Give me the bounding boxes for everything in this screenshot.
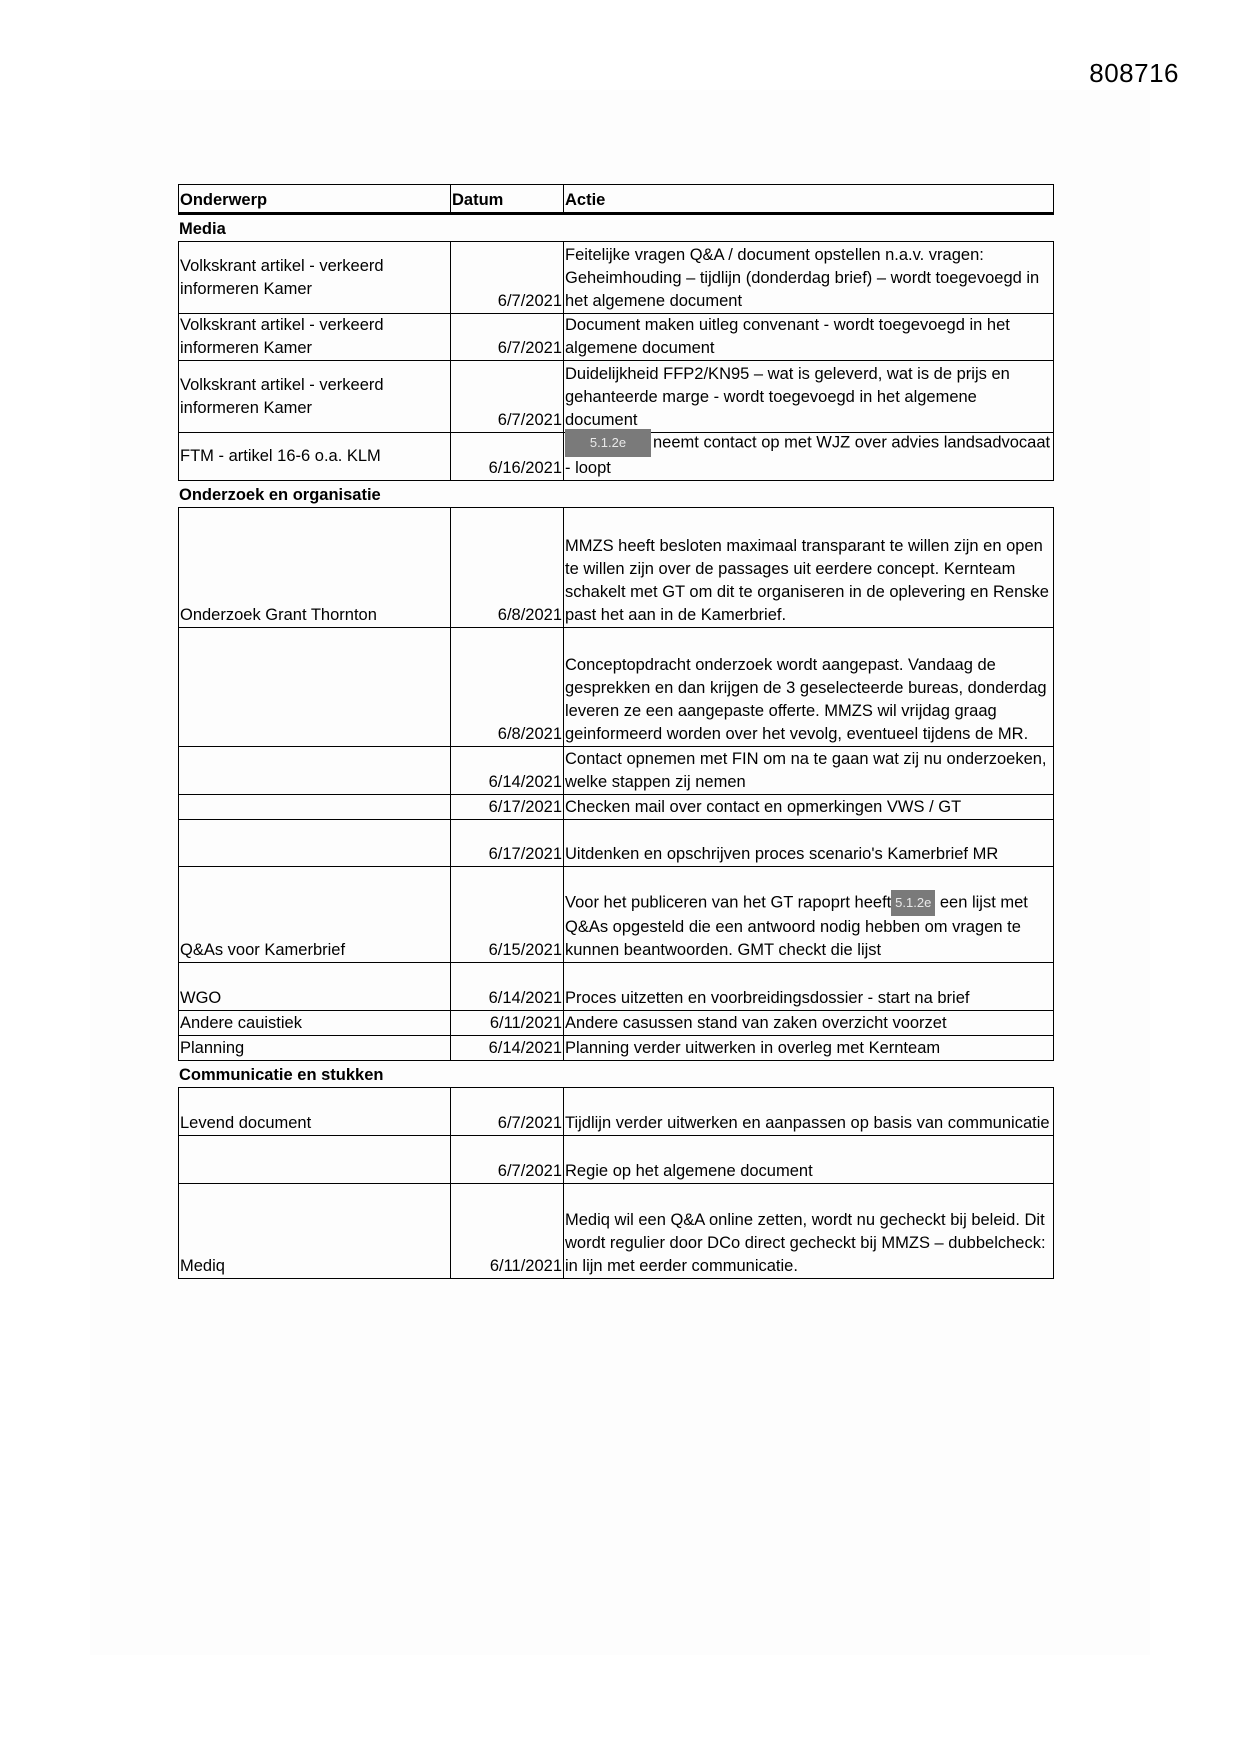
cell-action: Feitelijke vragen Q&A / document opstellen n.a.v. vragen: Geheimhouding – tijdlijn (donderdag brief) – wordt toegevoegd in het algemene document: [565, 246, 1040, 310]
cell-date: 6/17/2021: [451, 820, 564, 866]
cell-date: 6/8/2021: [451, 508, 564, 627]
cell-date: 6/11/2021: [451, 1184, 564, 1278]
cell-action: [564, 433, 1053, 480]
table-row: [179, 508, 1053, 627]
header-subject: Onderwerp: [179, 185, 451, 212]
cell-subject: Levend document: [179, 1088, 451, 1135]
table-row: [179, 432, 1053, 480]
cell-date: 6/16/2021: [451, 433, 564, 480]
document-number: 808716: [1089, 58, 1179, 88]
cell-subject: Q&As voor Kamerbrief: [179, 867, 451, 962]
action-text-rest: een lijst met Q&As opgesteld die een antwoord nodig hebben om vragen te kunnen beantwoorden. GMT checkt die lijst: [565, 893, 1028, 959]
cell-date: 6/7/2021: [451, 1136, 564, 1183]
cell-action: Regie op het algemene document: [565, 1162, 813, 1180]
section-title-media: Media: [179, 220, 226, 238]
cell-date: 6/7/2021: [451, 314, 564, 360]
table-row: [179, 627, 1053, 746]
cell-subject: WGO: [179, 963, 451, 1010]
cell-date: 6/7/2021: [451, 1088, 564, 1135]
cell-subject: Volkskrant artikel - verkeerd informeren Kamer: [179, 361, 451, 432]
section-media-table: [178, 241, 1054, 481]
table-row: [179, 360, 1053, 432]
cell-action: MMZS heeft besloten maximaal transparant te willen zijn en open te willen zijn over de passages uit eerdere concept. Kernteam schakelt met GT om dit te organiseren in de oplevering en Renske past het aan in de Kamerbrief.: [565, 537, 1049, 624]
cell-subject: Mediq: [179, 1184, 451, 1278]
cell-action: Planning verder uitwerken in overleg met Kernteam: [565, 1039, 941, 1057]
cell-action: Duidelijkheid FFP2/KN95 – wat is geleverd, wat is de prijs en gehanteerde marge - wordt toegevoegd in het algemene document: [565, 365, 1010, 429]
cell-subject: [179, 1136, 451, 1183]
cell-action: Uitdenken en opschrijven proces scenario's Kamerbrief MR: [565, 845, 999, 863]
cell-subject: [179, 820, 451, 866]
cell-subject: Onderzoek Grant Thornton: [179, 508, 451, 627]
table-row: [179, 794, 1053, 819]
header-action: Actie: [565, 191, 606, 209]
action-text-before: Voor het publiceren van het GT rapoprt heeft: [565, 893, 892, 912]
cell-date: 6/14/2021: [451, 963, 564, 1010]
table-row: [179, 242, 1053, 313]
section-onderzoek-table: [178, 507, 1054, 1061]
header-date: Datum: [451, 185, 564, 212]
action-table: [178, 184, 1054, 1279]
cell-date: 6/8/2021: [451, 628, 564, 746]
cell-date: 6/7/2021: [451, 361, 564, 432]
cell-action: Conceptopdracht onderzoek wordt aangepast. Vandaag de gesprekken en dan krijgen de 3 geselecteerde bureas, donderdag leveren ze een aangepaste offerte. MMZS wil vrijdag graag geinformeerd worden over het vevolg, eventueel tijdens de MR.: [565, 656, 1047, 743]
table-row: [179, 746, 1053, 794]
cell-action: Checken mail over contact en opmerkingen VWS / GT: [565, 798, 962, 816]
cell-date: 6/15/2021: [451, 867, 564, 962]
table-row: [179, 1035, 1053, 1060]
redaction-box: 5.1.2e: [891, 890, 935, 916]
table-row: [179, 1135, 1053, 1183]
table-row: [179, 1010, 1053, 1035]
table-row: [179, 819, 1053, 866]
table-row: [179, 962, 1053, 1010]
section-title-onderzoek: Onderzoek en organisatie: [179, 486, 381, 504]
cell-subject: Volkskrant artikel - verkeerd informeren Kamer: [179, 242, 451, 313]
cell-subject: [179, 628, 451, 746]
section-title-communicatie: Communicatie en stukken: [179, 1066, 384, 1084]
cell-date: 6/7/2021: [451, 242, 564, 313]
table-row: [179, 866, 1053, 962]
cell-action: Tijdlijn verder uitwerken en aanpassen op basis van communicatie: [565, 1114, 1050, 1132]
redaction-box: 5.1.2e: [565, 429, 651, 457]
cell-subject: Volkskrant artikel - verkeerd informeren Kamer: [179, 314, 451, 360]
cell-subject: [179, 747, 451, 794]
cell-date: 6/11/2021: [451, 1011, 564, 1035]
cell-action: Mediq wil een Q&A online zetten, wordt nu gecheckt bij beleid. Dit wordt regulier door DCo direct gecheckt bij MMZS – dubbelcheck: in lijn met eerder communicatie.: [565, 1211, 1046, 1275]
cell-action: Proces uitzetten en voorbreidingsdossier - start na brief: [565, 989, 970, 1007]
table-row: [179, 313, 1053, 360]
cell-action: Contact opnemen met FIN om na te gaan wat zij nu onderzoeken, welke stappen zij nemen: [565, 750, 1047, 791]
cell-subject: FTM - artikel 16-6 o.a. KLM: [179, 433, 451, 480]
action-text: [565, 429, 1053, 480]
cell-date: 6/17/2021: [451, 795, 564, 819]
table-row: [179, 1088, 1053, 1135]
section-communicatie-table: [178, 1087, 1054, 1279]
cell-date: 6/14/2021: [451, 747, 564, 794]
cell-action: [564, 867, 1053, 962]
cell-date: 6/14/2021: [451, 1036, 564, 1060]
table-row: [179, 1183, 1053, 1278]
cell-subject: [179, 795, 451, 819]
cell-subject: Andere cauistiek: [179, 1011, 451, 1035]
table-header: [178, 184, 1054, 215]
action-text-rest: neemt contact op met WJZ over advies landsadvocaat - loopt: [565, 433, 1051, 477]
cell-action: Document maken uitleg convenant - wordt toegevoegd in het algemene document: [565, 316, 1010, 357]
action-text: [565, 890, 1053, 962]
cell-subject: Planning: [179, 1036, 451, 1060]
cell-action: Andere casussen stand van zaken overzicht voorzet: [565, 1014, 947, 1032]
